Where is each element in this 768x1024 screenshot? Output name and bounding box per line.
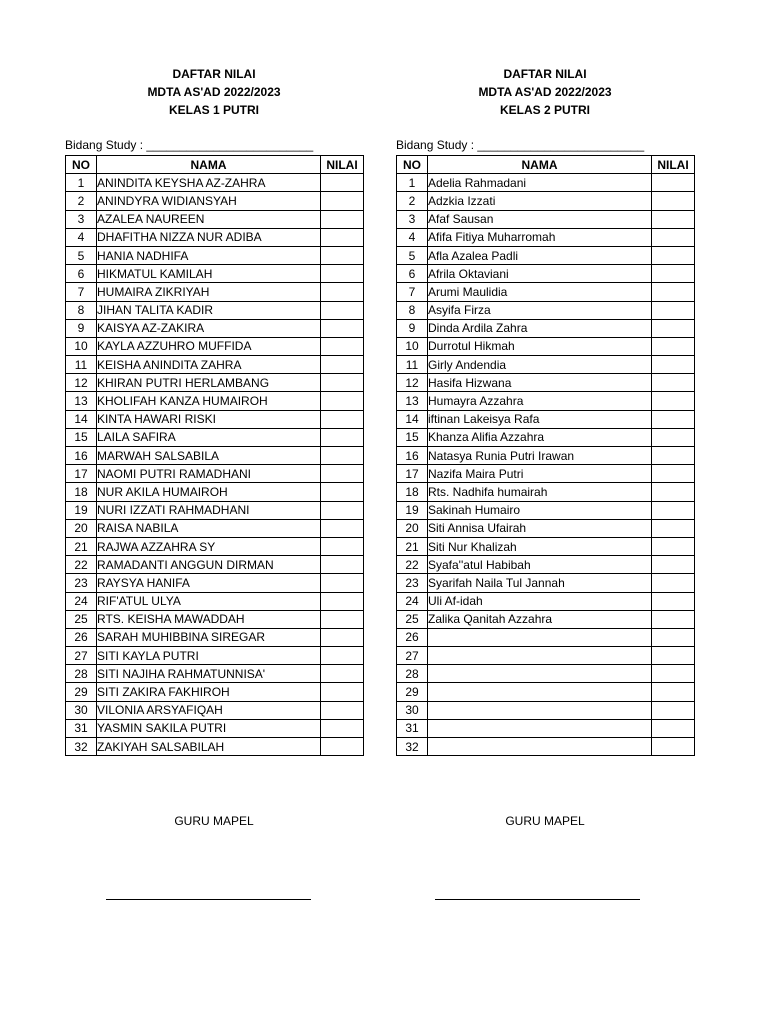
grade-cell[interactable]: [321, 719, 364, 737]
table-row: [66, 374, 364, 392]
grade-cell[interactable]: [321, 265, 364, 283]
row-number: 15: [397, 428, 428, 446]
row-number: 23: [66, 574, 97, 592]
row-number: 7: [397, 283, 428, 301]
student-name: Afaf Sausan: [428, 210, 652, 228]
table-body: [397, 174, 695, 756]
row-number: 9: [66, 319, 97, 337]
column-header-nama: NAMA: [97, 156, 321, 174]
row-number: 4: [66, 228, 97, 246]
grade-cell[interactable]: [321, 428, 364, 446]
student-name: Adzkia Izzati: [428, 192, 652, 210]
grade-cell[interactable]: [321, 519, 364, 537]
grade-cell[interactable]: [652, 265, 695, 283]
row-number: 27: [66, 647, 97, 665]
table-row: [397, 719, 695, 737]
row-number: 1: [66, 174, 97, 192]
row-number: 21: [397, 537, 428, 555]
student-name: [428, 719, 652, 737]
row-number: 22: [66, 556, 97, 574]
sheet-title: DAFTAR NILAI: [503, 67, 587, 81]
table-row: [66, 246, 364, 264]
student-name: LAILA SAFIRA: [97, 428, 321, 446]
table-row: [397, 519, 695, 537]
row-number: 2: [397, 192, 428, 210]
table-row: [397, 192, 695, 210]
table-row: [397, 283, 695, 301]
grade-cell[interactable]: [652, 610, 695, 628]
grade-cell[interactable]: [321, 683, 364, 701]
table-row: [66, 356, 364, 374]
student-name: NAOMI PUTRI RAMADHANI: [97, 465, 321, 483]
grade-cell[interactable]: [652, 246, 695, 264]
row-number: 27: [397, 647, 428, 665]
student-name: KAISYA AZ-ZAKIRA: [97, 319, 321, 337]
grade-cell[interactable]: [321, 447, 364, 465]
table-row: [66, 301, 364, 319]
row-number: 10: [397, 337, 428, 355]
grade-cell[interactable]: [321, 537, 364, 555]
student-name: KHOLIFAH KANZA HUMAIROH: [97, 392, 321, 410]
row-number: 9: [397, 319, 428, 337]
teacher-label: GURU MAPEL: [174, 814, 254, 828]
row-number: 26: [397, 628, 428, 646]
student-name: Hasifa Hizwana: [428, 374, 652, 392]
row-number: 14: [397, 410, 428, 428]
row-number: 30: [397, 701, 428, 719]
student-name: SITI ZAKIRA FAKHIROH: [97, 683, 321, 701]
row-number: 21: [66, 537, 97, 555]
table-header-row: [66, 156, 364, 174]
student-name: NUR AKILA HUMAIROH: [97, 483, 321, 501]
row-number: 18: [66, 483, 97, 501]
row-number: 13: [397, 392, 428, 410]
row-number: 1: [397, 174, 428, 192]
row-number: 31: [397, 719, 428, 737]
row-number: 25: [397, 610, 428, 628]
table-row: [397, 592, 695, 610]
subject-field[interactable]: Bidang Study : _________________________: [396, 138, 645, 152]
table-row: [66, 647, 364, 665]
table-row: [397, 356, 695, 374]
row-number: 28: [397, 665, 428, 683]
student-name: Rts. Nadhifa humairah: [428, 483, 652, 501]
table-row: [397, 738, 695, 756]
grade-cell[interactable]: [652, 519, 695, 537]
table-row: [397, 228, 695, 246]
row-number: 31: [66, 719, 97, 737]
grade-cell[interactable]: [321, 192, 364, 210]
student-name: RIF'ATUL ULYA: [97, 592, 321, 610]
school-year: MDTA AS'AD 2022/2023: [478, 85, 612, 99]
student-name: AZALEA NAUREEN: [97, 210, 321, 228]
table-row: [66, 337, 364, 355]
grade-cell[interactable]: [652, 392, 695, 410]
row-number: 22: [397, 556, 428, 574]
row-number: 18: [397, 483, 428, 501]
row-number: 3: [397, 210, 428, 228]
table-row: [397, 301, 695, 319]
class-label: KELAS 2 PUTRI: [499, 103, 590, 117]
grade-cell[interactable]: [321, 701, 364, 719]
row-number: 17: [397, 465, 428, 483]
student-name: KINTA HAWARI RISKI: [97, 410, 321, 428]
grade-table: [396, 155, 695, 756]
grade-cell[interactable]: [652, 592, 695, 610]
student-name: VILONIA ARSYAFIQAH: [97, 701, 321, 719]
student-name: HUMAIRA ZIKRIYAH: [97, 283, 321, 301]
table-row: [66, 428, 364, 446]
grade-cell[interactable]: [652, 374, 695, 392]
row-number: 6: [66, 265, 97, 283]
student-name: MARWAH SALSABILA: [97, 447, 321, 465]
table-row: [66, 665, 364, 683]
student-name: [428, 701, 652, 719]
grade-cell[interactable]: [321, 574, 364, 592]
grade-cell[interactable]: [321, 501, 364, 519]
row-number: 10: [66, 337, 97, 355]
sheet-title: DAFTAR NILAI: [172, 67, 256, 81]
grade-cell[interactable]: [652, 228, 695, 246]
grade-cell[interactable]: [321, 356, 364, 374]
grade-cell[interactable]: [652, 574, 695, 592]
table-row: [397, 610, 695, 628]
student-name: Afifa Fitiya Muharromah: [428, 228, 652, 246]
grade-cell[interactable]: [652, 192, 695, 210]
table-row: [397, 537, 695, 555]
table-row: [397, 556, 695, 574]
table-row: [66, 628, 364, 646]
grade-cell[interactable]: [321, 647, 364, 665]
student-name: RTS. KEISHA MAWADDAH: [97, 610, 321, 628]
grade-cell[interactable]: [321, 738, 364, 756]
student-name: Syafa''atul Habibah: [428, 556, 652, 574]
grade-cell[interactable]: [321, 301, 364, 319]
table-row: [66, 447, 364, 465]
row-number: 32: [397, 738, 428, 756]
grade-cell[interactable]: [652, 356, 695, 374]
table-row: [397, 628, 695, 646]
student-name: Siti Nur Khalizah: [428, 537, 652, 555]
student-name: DHAFITHA NIZZA NUR ADIBA: [97, 228, 321, 246]
class-label: KELAS 1 PUTRI: [168, 103, 259, 117]
row-number: 11: [397, 356, 428, 374]
grade-cell[interactable]: [321, 283, 364, 301]
student-name: Khanza Alifia Azzahra: [428, 428, 652, 446]
row-number: 4: [397, 228, 428, 246]
row-number: 14: [66, 410, 97, 428]
row-number: 28: [66, 665, 97, 683]
student-name: [428, 647, 652, 665]
student-name: Zalika Qanitah Azzahra: [428, 610, 652, 628]
grade-cell[interactable]: [321, 465, 364, 483]
grade-cell[interactable]: [321, 483, 364, 501]
table-row: [66, 738, 364, 756]
subject-field[interactable]: Bidang Study : _________________________: [65, 138, 314, 152]
grade-cell[interactable]: [652, 210, 695, 228]
student-name: NURI IZZATI RAHMADHANI: [97, 501, 321, 519]
student-name: Siti Annisa Ufairah: [428, 519, 652, 537]
signature-line[interactable]: [106, 898, 311, 900]
student-name: [428, 628, 652, 646]
table-row: [66, 483, 364, 501]
grade-cell[interactable]: [652, 483, 695, 501]
school-year: MDTA AS'AD 2022/2023: [147, 85, 281, 99]
table-row: [397, 465, 695, 483]
table-row: [66, 610, 364, 628]
grade-cell[interactable]: [321, 556, 364, 574]
table-row: [397, 174, 695, 192]
row-number: 26: [66, 628, 97, 646]
row-number: 11: [66, 356, 97, 374]
row-number: 16: [397, 447, 428, 465]
row-number: 32: [66, 738, 97, 756]
student-name: Dinda Ardila Zahra: [428, 319, 652, 337]
student-name: Syarifah Naila Tul Jannah: [428, 574, 652, 592]
table-row: [66, 174, 364, 192]
table-row: [66, 519, 364, 537]
table-row: [397, 647, 695, 665]
table-row: [66, 574, 364, 592]
student-name: [428, 738, 652, 756]
student-name: RAJWA AZZAHRA SY: [97, 537, 321, 555]
student-name: Adelia Rahmadani: [428, 174, 652, 192]
grade-table: [65, 155, 364, 756]
row-number: 7: [66, 283, 97, 301]
table-row: [397, 410, 695, 428]
grade-cell[interactable]: [321, 337, 364, 355]
grade-cell[interactable]: [321, 392, 364, 410]
row-number: 24: [397, 592, 428, 610]
table-row: [397, 337, 695, 355]
student-name: Asyifa Firza: [428, 301, 652, 319]
teacher-label: GURU MAPEL: [505, 814, 585, 828]
student-name: SARAH MUHIBBINA SIREGAR: [97, 628, 321, 646]
table-row: [66, 501, 364, 519]
table-row: [397, 701, 695, 719]
table-row: [66, 465, 364, 483]
row-number: 23: [397, 574, 428, 592]
student-name: KAYLA AZZUHRO MUFFIDA: [97, 337, 321, 355]
grade-cell[interactable]: [652, 683, 695, 701]
table-row: [397, 447, 695, 465]
table-row: [66, 719, 364, 737]
grade-cell[interactable]: [652, 174, 695, 192]
table-row: [66, 683, 364, 701]
column-header-nama: NAMA: [428, 156, 652, 174]
grade-cell[interactable]: [652, 647, 695, 665]
row-number: 8: [66, 301, 97, 319]
grade-cell[interactable]: [321, 319, 364, 337]
student-name: [428, 665, 652, 683]
row-number: 25: [66, 610, 97, 628]
grade-cell[interactable]: [652, 428, 695, 446]
student-name: Afla Azalea Padli: [428, 246, 652, 264]
row-number: 20: [397, 519, 428, 537]
student-name: RAISA NABILA: [97, 519, 321, 537]
table-row: [66, 410, 364, 428]
table-header-row: [397, 156, 695, 174]
table-row: [66, 592, 364, 610]
table-row: [66, 228, 364, 246]
row-number: 12: [397, 374, 428, 392]
row-number: 19: [66, 501, 97, 519]
grade-cell[interactable]: [652, 501, 695, 519]
signature-line[interactable]: [435, 898, 640, 900]
grade-cell[interactable]: [321, 628, 364, 646]
student-name: Afrila Oktaviani: [428, 265, 652, 283]
table-row: [66, 210, 364, 228]
row-number: 29: [397, 683, 428, 701]
grade-cell[interactable]: [652, 665, 695, 683]
grade-cell[interactable]: [652, 319, 695, 337]
grade-cell[interactable]: [321, 228, 364, 246]
row-number: 15: [66, 428, 97, 446]
student-name: RAMADANTI ANGGUN DIRMAN: [97, 556, 321, 574]
table-row: [397, 374, 695, 392]
grade-cell[interactable]: [652, 628, 695, 646]
row-number: 2: [66, 192, 97, 210]
row-number: 12: [66, 374, 97, 392]
student-name: JIHAN TALITA KADIR: [97, 301, 321, 319]
grade-cell[interactable]: [321, 610, 364, 628]
student-name: Sakinah Humairo: [428, 501, 652, 519]
student-name: Uli Af-idah: [428, 592, 652, 610]
row-number: 3: [66, 210, 97, 228]
student-name: SITI KAYLA PUTRI: [97, 647, 321, 665]
grade-cell[interactable]: [652, 719, 695, 737]
student-name: Natasya Runia Putri Irawan: [428, 447, 652, 465]
student-name: ANINDYRA WIDIANSYAH: [97, 192, 321, 210]
column-header-nilai: NILAI: [652, 156, 695, 174]
student-name: Arumi Maulidia: [428, 283, 652, 301]
grade-cell[interactable]: [321, 592, 364, 610]
student-name: YASMIN SAKILA PUTRI: [97, 719, 321, 737]
student-name: ANINDITA KEYSHA AZ-ZAHRA: [97, 174, 321, 192]
grade-cell[interactable]: [321, 246, 364, 264]
table-row: [66, 319, 364, 337]
grade-cell[interactable]: [321, 374, 364, 392]
row-number: 16: [66, 447, 97, 465]
student-name: ZAKIYAH SALSABILAH: [97, 738, 321, 756]
row-number: 24: [66, 592, 97, 610]
grade-cell[interactable]: [652, 447, 695, 465]
student-name: iftinan Lakeisya Rafa: [428, 410, 652, 428]
row-number: 6: [397, 265, 428, 283]
column-header-no: NO: [397, 156, 428, 174]
grade-cell[interactable]: [652, 337, 695, 355]
table-row: [66, 556, 364, 574]
table-row: [66, 283, 364, 301]
grade-cell[interactable]: [652, 410, 695, 428]
column-header-nilai: NILAI: [321, 156, 364, 174]
row-number: 29: [66, 683, 97, 701]
table-row: [397, 501, 695, 519]
table-row: [66, 701, 364, 719]
row-number: 19: [397, 501, 428, 519]
row-number: 20: [66, 519, 97, 537]
table-row: [66, 192, 364, 210]
row-number: 17: [66, 465, 97, 483]
row-number: 8: [397, 301, 428, 319]
student-name: Humayra Azzahra: [428, 392, 652, 410]
student-name: RAYSYA HANIFA: [97, 574, 321, 592]
table-body: [66, 174, 364, 756]
table-row: [66, 537, 364, 555]
grade-cell[interactable]: [652, 537, 695, 555]
row-number: 30: [66, 701, 97, 719]
student-name: HANIA NADHIFA: [97, 246, 321, 264]
grade-cell[interactable]: [652, 701, 695, 719]
table-row: [66, 392, 364, 410]
table-row: [397, 574, 695, 592]
student-name: Girly Andendia: [428, 356, 652, 374]
table-row: [397, 265, 695, 283]
student-name: [428, 683, 652, 701]
table-row: [397, 428, 695, 446]
student-name: Nazifa Maira Putri: [428, 465, 652, 483]
table-row: [397, 246, 695, 264]
row-number: 13: [66, 392, 97, 410]
grade-cell[interactable]: [652, 556, 695, 574]
grade-cell[interactable]: [321, 210, 364, 228]
grade-cell[interactable]: [652, 738, 695, 756]
table-row: [397, 210, 695, 228]
grade-cell[interactable]: [321, 174, 364, 192]
student-name: KEISHA ANINDITA ZAHRA: [97, 356, 321, 374]
row-number: 5: [397, 246, 428, 264]
table-row: [397, 319, 695, 337]
table-row: [397, 683, 695, 701]
column-header-no: NO: [66, 156, 97, 174]
table-row: [397, 392, 695, 410]
student-name: HIKMATUL KAMILAH: [97, 265, 321, 283]
grade-cell[interactable]: [652, 465, 695, 483]
grade-cell[interactable]: [321, 665, 364, 683]
table-row: [397, 665, 695, 683]
grade-cell[interactable]: [652, 301, 695, 319]
student-name: SITI NAJIHA RAHMATUNNISA': [97, 665, 321, 683]
grade-cell[interactable]: [321, 410, 364, 428]
student-name: KHIRAN PUTRI HERLAMBANG: [97, 374, 321, 392]
table-row: [397, 483, 695, 501]
row-number: 5: [66, 246, 97, 264]
grade-cell[interactable]: [652, 283, 695, 301]
table-row: [66, 265, 364, 283]
student-name: Durrotul Hikmah: [428, 337, 652, 355]
